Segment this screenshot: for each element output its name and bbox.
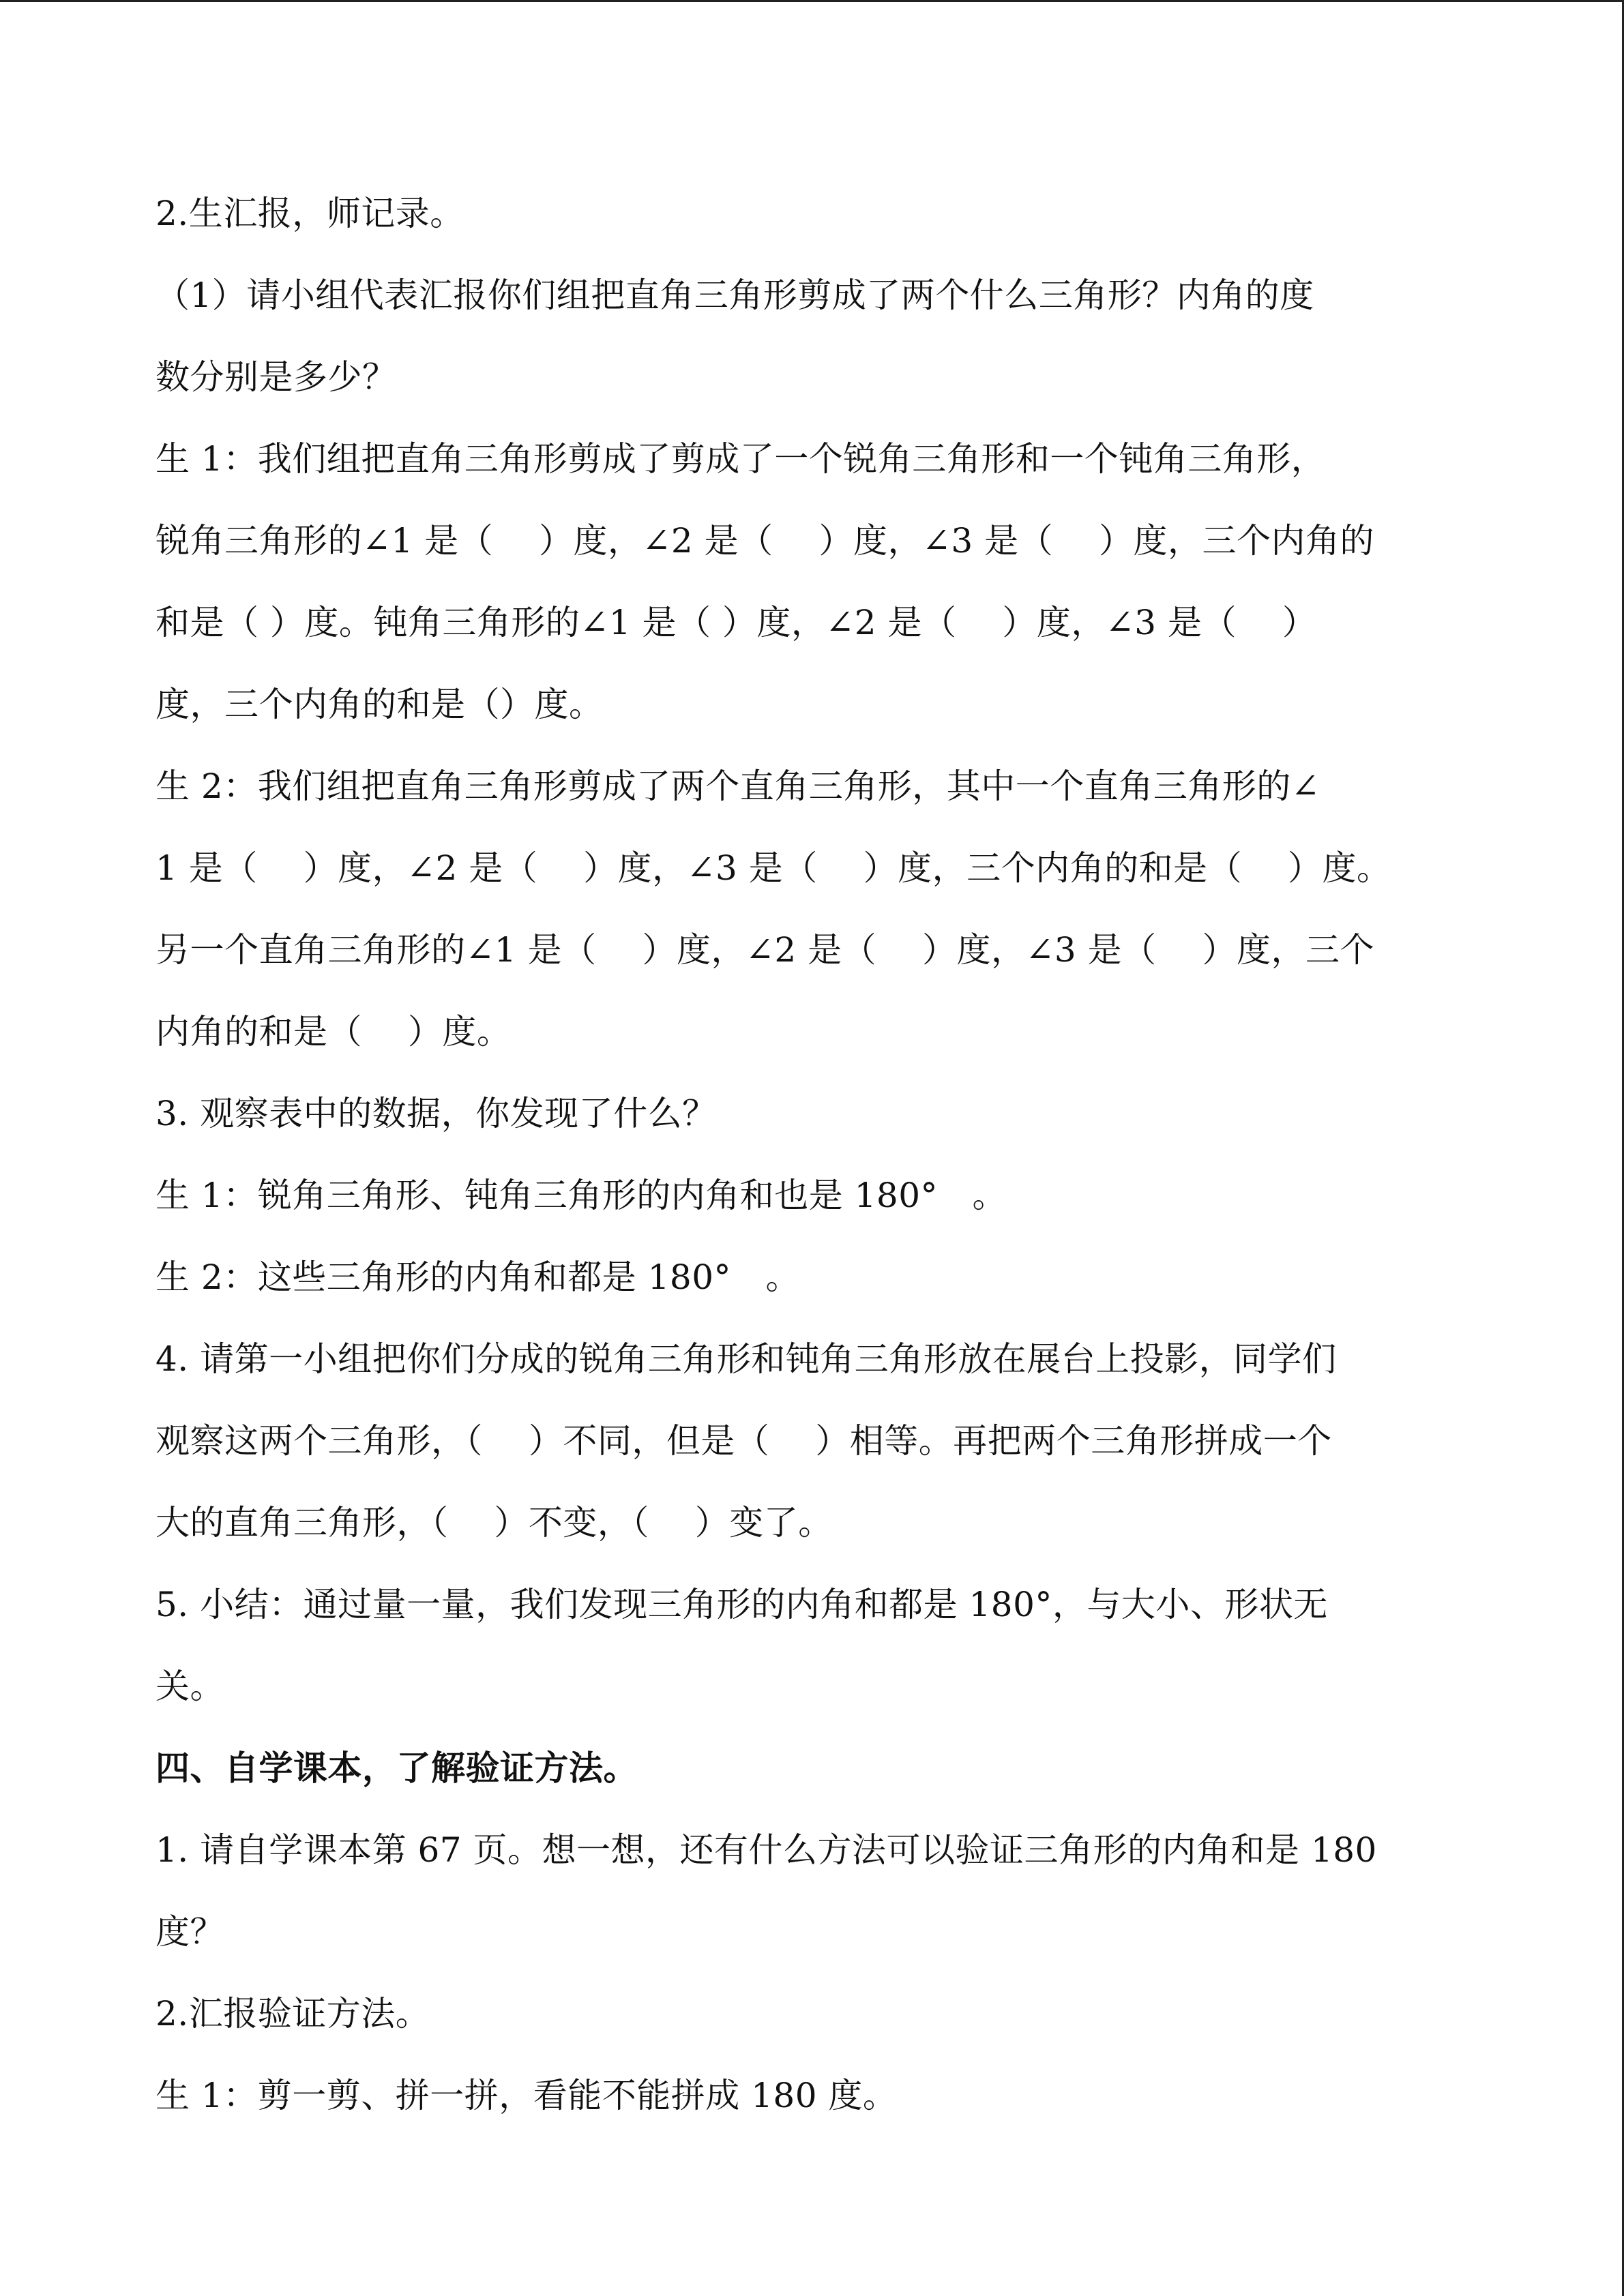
text-line: 生 2：我们组把直角三角形剪成了两个直角三角形，其中一个直角三角形的∠ [156,766,1320,806]
text-line: 度？ [156,1912,224,1952]
text-line: 生 1：我们组把直角三角形剪成了剪成了一个锐角三角形和一个钝角三角形， [156,439,1326,479]
text-line: 锐角三角形的∠1 是（ ）度，∠2 是（ ）度，∠3 是（ ）度，三个内角的 [156,521,1374,561]
text-line: 关。 [156,1667,224,1706]
text-line: 2.汇报验证方法。 [156,1994,430,2033]
text-line: 和是（ ）度。钝角三角形的∠1 是（ ）度，∠2 是（ ）度，∠3 是（ ） [156,603,1317,642]
text-line: 生 1：锐角三角形、钝角三角形的内角和也是 180° 。 [156,1176,1007,1215]
text-line: 内角的和是（ ）度。 [156,1012,512,1052]
text-line: 5. 小结：通过量一量，我们发现三角形的内角和都是 180°，与大小、形状无 [156,1585,1328,1624]
text-line: 1 是（ ）度，∠2 是（ ）度，∠3 是（ ）度，三个内角的和是（ ）度。 [156,848,1391,888]
text-line: （1）请小组代表汇报你们组把直角三角形剪成了两个什么三角形？内角的度 [156,275,1314,315]
text-line: 3. 观察表中的数据，你发现了什么？ [156,1094,717,1133]
text-line: 生 2：这些三角形的内角和都是 180° 。 [156,1257,801,1297]
text-line: 2.生汇报，师记录。 [156,194,464,233]
text-line: 数分别是多少？ [156,357,397,397]
text-line: 大的直角三角形，（ ）不变，（ ）变了。 [156,1503,833,1542]
text-line: 度，三个内角的和是（）度。 [156,685,604,724]
text-line: 4. 请第一小组把你们分成的锐角三角形和钝角三角形放在展台上投影，同学们 [156,1339,1337,1379]
text-line: 观察这两个三角形，（ ）不同，但是（ ）相等。再把两个三角形拼成一个 [156,1421,1332,1461]
section-heading: 四、自学课本，了解验证方法。 [156,1748,638,1788]
text-line: 1. 请自学课本第 67 页。想一想，还有什么方法可以验证三角形的内角和是 180 [156,1830,1377,1870]
document-body [156,173,1472,2136]
text-line: 另一个直角三角形的∠1 是（ ）度，∠2 是（ ）度，∠3 是（ ）度，三个 [156,930,1374,970]
text-line: 生 1：剪一剪、拼一拼，看能不能拼成 180 度。 [156,2076,898,2115]
